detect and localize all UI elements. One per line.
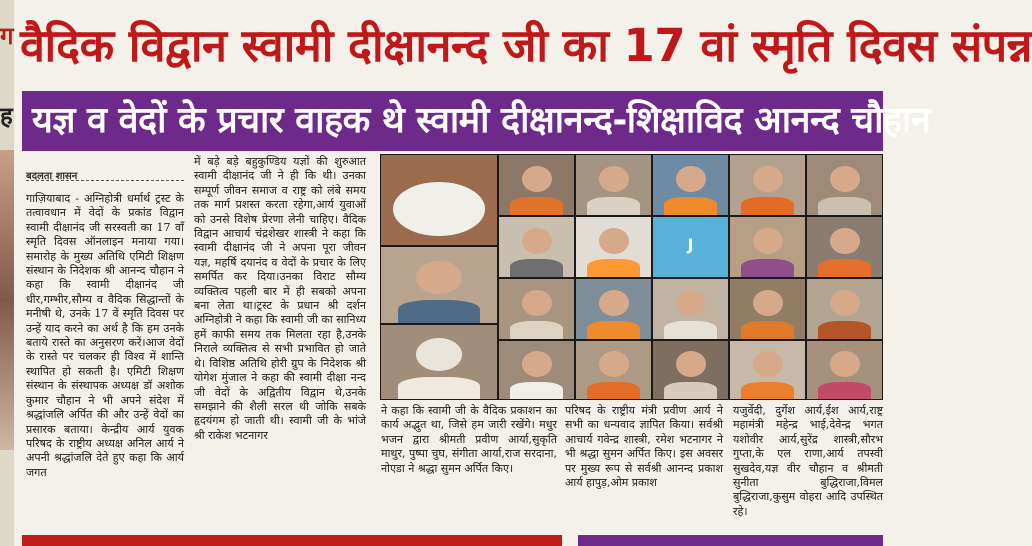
photo-tile-participant	[575, 154, 652, 216]
photo-tile-participant	[729, 154, 806, 216]
photo-tile-participant	[575, 340, 652, 400]
photo-tile-participant	[498, 340, 575, 400]
next-article-headline-strip	[22, 535, 562, 546]
photo-tile-participant	[575, 278, 652, 340]
next-article-band-strip	[578, 535, 883, 546]
photo-tile-participant	[498, 154, 575, 216]
edge-glyph: ह	[0, 102, 13, 130]
photo-tile-participant	[806, 340, 883, 400]
edge-glyph: ग	[0, 22, 14, 50]
photo-tile-participant	[729, 278, 806, 340]
photo-tile-participant	[806, 278, 883, 340]
article-column-1: गाज़ियाबाद - अग्निहोत्री धर्मार्थ ट्रस्ट के तत्वावधान में वेदों के प्रकांड विद्वान स्वामी दीक्षानंद जी सरस्वती का 17 वाँ स्मृति दिवस ऑनलाइन मनाया गया। समारोह के मुख्य अतिथि एमिटी शिक्षण संस्थान के निदेशक श्री आनन्द चौहान ने कहा कि स्वामी दीक्षानंद जी धीर,गम्भीर,सौम्य व वैदिक सिद्धान्तों के मनीषी थे, उनके 17 वें स्मृति दिवस पर उन्हें याद करने का अर्थ है कि हम उनके बताये रास्ते का अनुसरण करें।आज वेदों के रास्ते पर चलकर ही विश्व में शान्ति स्थापित हो सकती है। एमिटी शिक्षण संस्थान के संस्थापक अध्यक्ष डॉ अशोक कुमार चौहान ने भी अपने संदेश में श्रद्धांजलि अर्पित की और उन्हें वेदों का प्रसारक बताया। केन्द्रीय आर्य युवक परिषद के राष्ट्रीय अध्यक्ष अनिल आर्य ने अपनी श्रद्धांजलि देते हुए कहा कि आर्य जगत	[26, 192, 184, 479]
adjacent-article-edge	[0, 0, 14, 546]
photo-tile-participant	[652, 340, 729, 400]
byline-divider	[26, 180, 184, 181]
article-column-3: ने कहा कि स्वामी जी के वैदिक प्रकाशन का कार्य अद्भुत था, जिसे हम जारी रखेंगे। मधुर भजन द्वारा श्रीमती प्रवीण आर्या,सुकृति माथुर, पुष्पा चुघ, संगीता आर्या,राज सरदाना, नोएडा ने श्रद्धा सुमन अर्पित किए।	[381, 404, 557, 475]
photo-tile-participant	[498, 216, 575, 278]
article-column-2: में बड़े बड़े बहुकुण्डिय यज्ञों की शुरुआत स्वामी दीक्षानंद जी ने ही कि थी। उनका सम्पूर्ण जीवन समाज व राष्ट्र को लंबे समय तक मार्ग प्रशस्त करता रहेगा,आर्य युवाओं को उनसे विशेष प्रेरणा लेनी चाहिए। वैदिक विद्वान आचार्य चंद्रशेखर शास्त्री ने कहा कि स्वामी दीक्षानंद जी ने अपना पूरा जीवन यज्ञ, महर्षि दयानंद व वेदों के प्रचार के लिए समर्पित कर दिया।उनका विराट सौम्य व्यक्तित्व पहली बार में ही सबको अपना बना लेता था।ट्रस्ट के प्रधान श्री दर्शन अग्निहोत्री ने कहा कि स्वामी जी का सानिध्य हमें काफी समय तक मिलता रहा है,उनके निराले व्यक्तित्व से सभी प्रभावित हो जाते थे। विशिष्ठ अतिथि होरी ग्रुप के निदेशक श्री योगेश मुंजाल ने कहा की स्वामी दीक्षा नन्द जी वेदों के अद्वितीय विद्वान थे,उनके समझाने की शैली सरल थी जोकि सबके हृदयंगम हो जाती थी। स्वामी जी के भांजे श्री राकेश भटनागर	[194, 155, 366, 442]
article-column-5: यजुर्वेदी, दुर्गेश आर्य,ईश आर्य,राष्ट्र महामंत्री महेन्द्र भाई,देवेन्द्र भगत यशोवीर आर्य,सुरेंद्र शास्त्री,सौरभ गुप्ता,के एल राणा,आर्य तपस्वी सुखदेव,यज्ञ वीर चौहान व श्रीमती सुनीता बुद्धिराजा,विमल बुद्धिराजा,कुसुम वोहरा आदि उपस्थित रहे।	[733, 404, 883, 518]
photo-tile-participant	[729, 216, 806, 278]
edge-photo	[0, 150, 14, 450]
photo-tile-participant	[498, 278, 575, 340]
photo-tile-participant	[806, 216, 883, 278]
tile-initial-letter: J	[687, 235, 694, 254]
photo-tile-speaker	[380, 246, 498, 324]
photo-tile-swami	[380, 154, 498, 246]
byline: बदलता शासन	[26, 171, 78, 182]
photo-tile-participant	[575, 216, 652, 278]
photo-tile-participant	[806, 154, 883, 216]
photo-tile-participant	[652, 278, 729, 340]
photo-tile-speaker	[380, 324, 498, 400]
headline: वैदिक विद्वान स्वामी दीक्षानन्द जी का 17 वां स्मृति दिवस संपन्न	[20, 19, 1032, 72]
subheadline-band: यज्ञ व वेदों के प्रचार वाहक थे स्वामी दीक्षानन्द-शिक्षाविद आनन्द चौहान	[22, 91, 883, 151]
online-meeting-photo	[380, 154, 883, 400]
article-column-4: परिषद के राष्ट्रीय मंत्री प्रवीण आर्य ने सभी का धन्यवाद ज्ञापित किया। सर्वश्री आचार्य गवेन्द्र शास्त्री, रमेश भटनागर ने भी श्रद्धा सुमन अर्पित किए। इस अवसर पर मुख्य रूप से सर्वश्री आनन्द प्रकाश आर्य हापुड़,ओम प्रकाश	[565, 404, 723, 490]
photo-tile-participant	[729, 340, 806, 400]
photo-tile-participant	[652, 154, 729, 216]
photo-tile-initial	[652, 216, 729, 278]
